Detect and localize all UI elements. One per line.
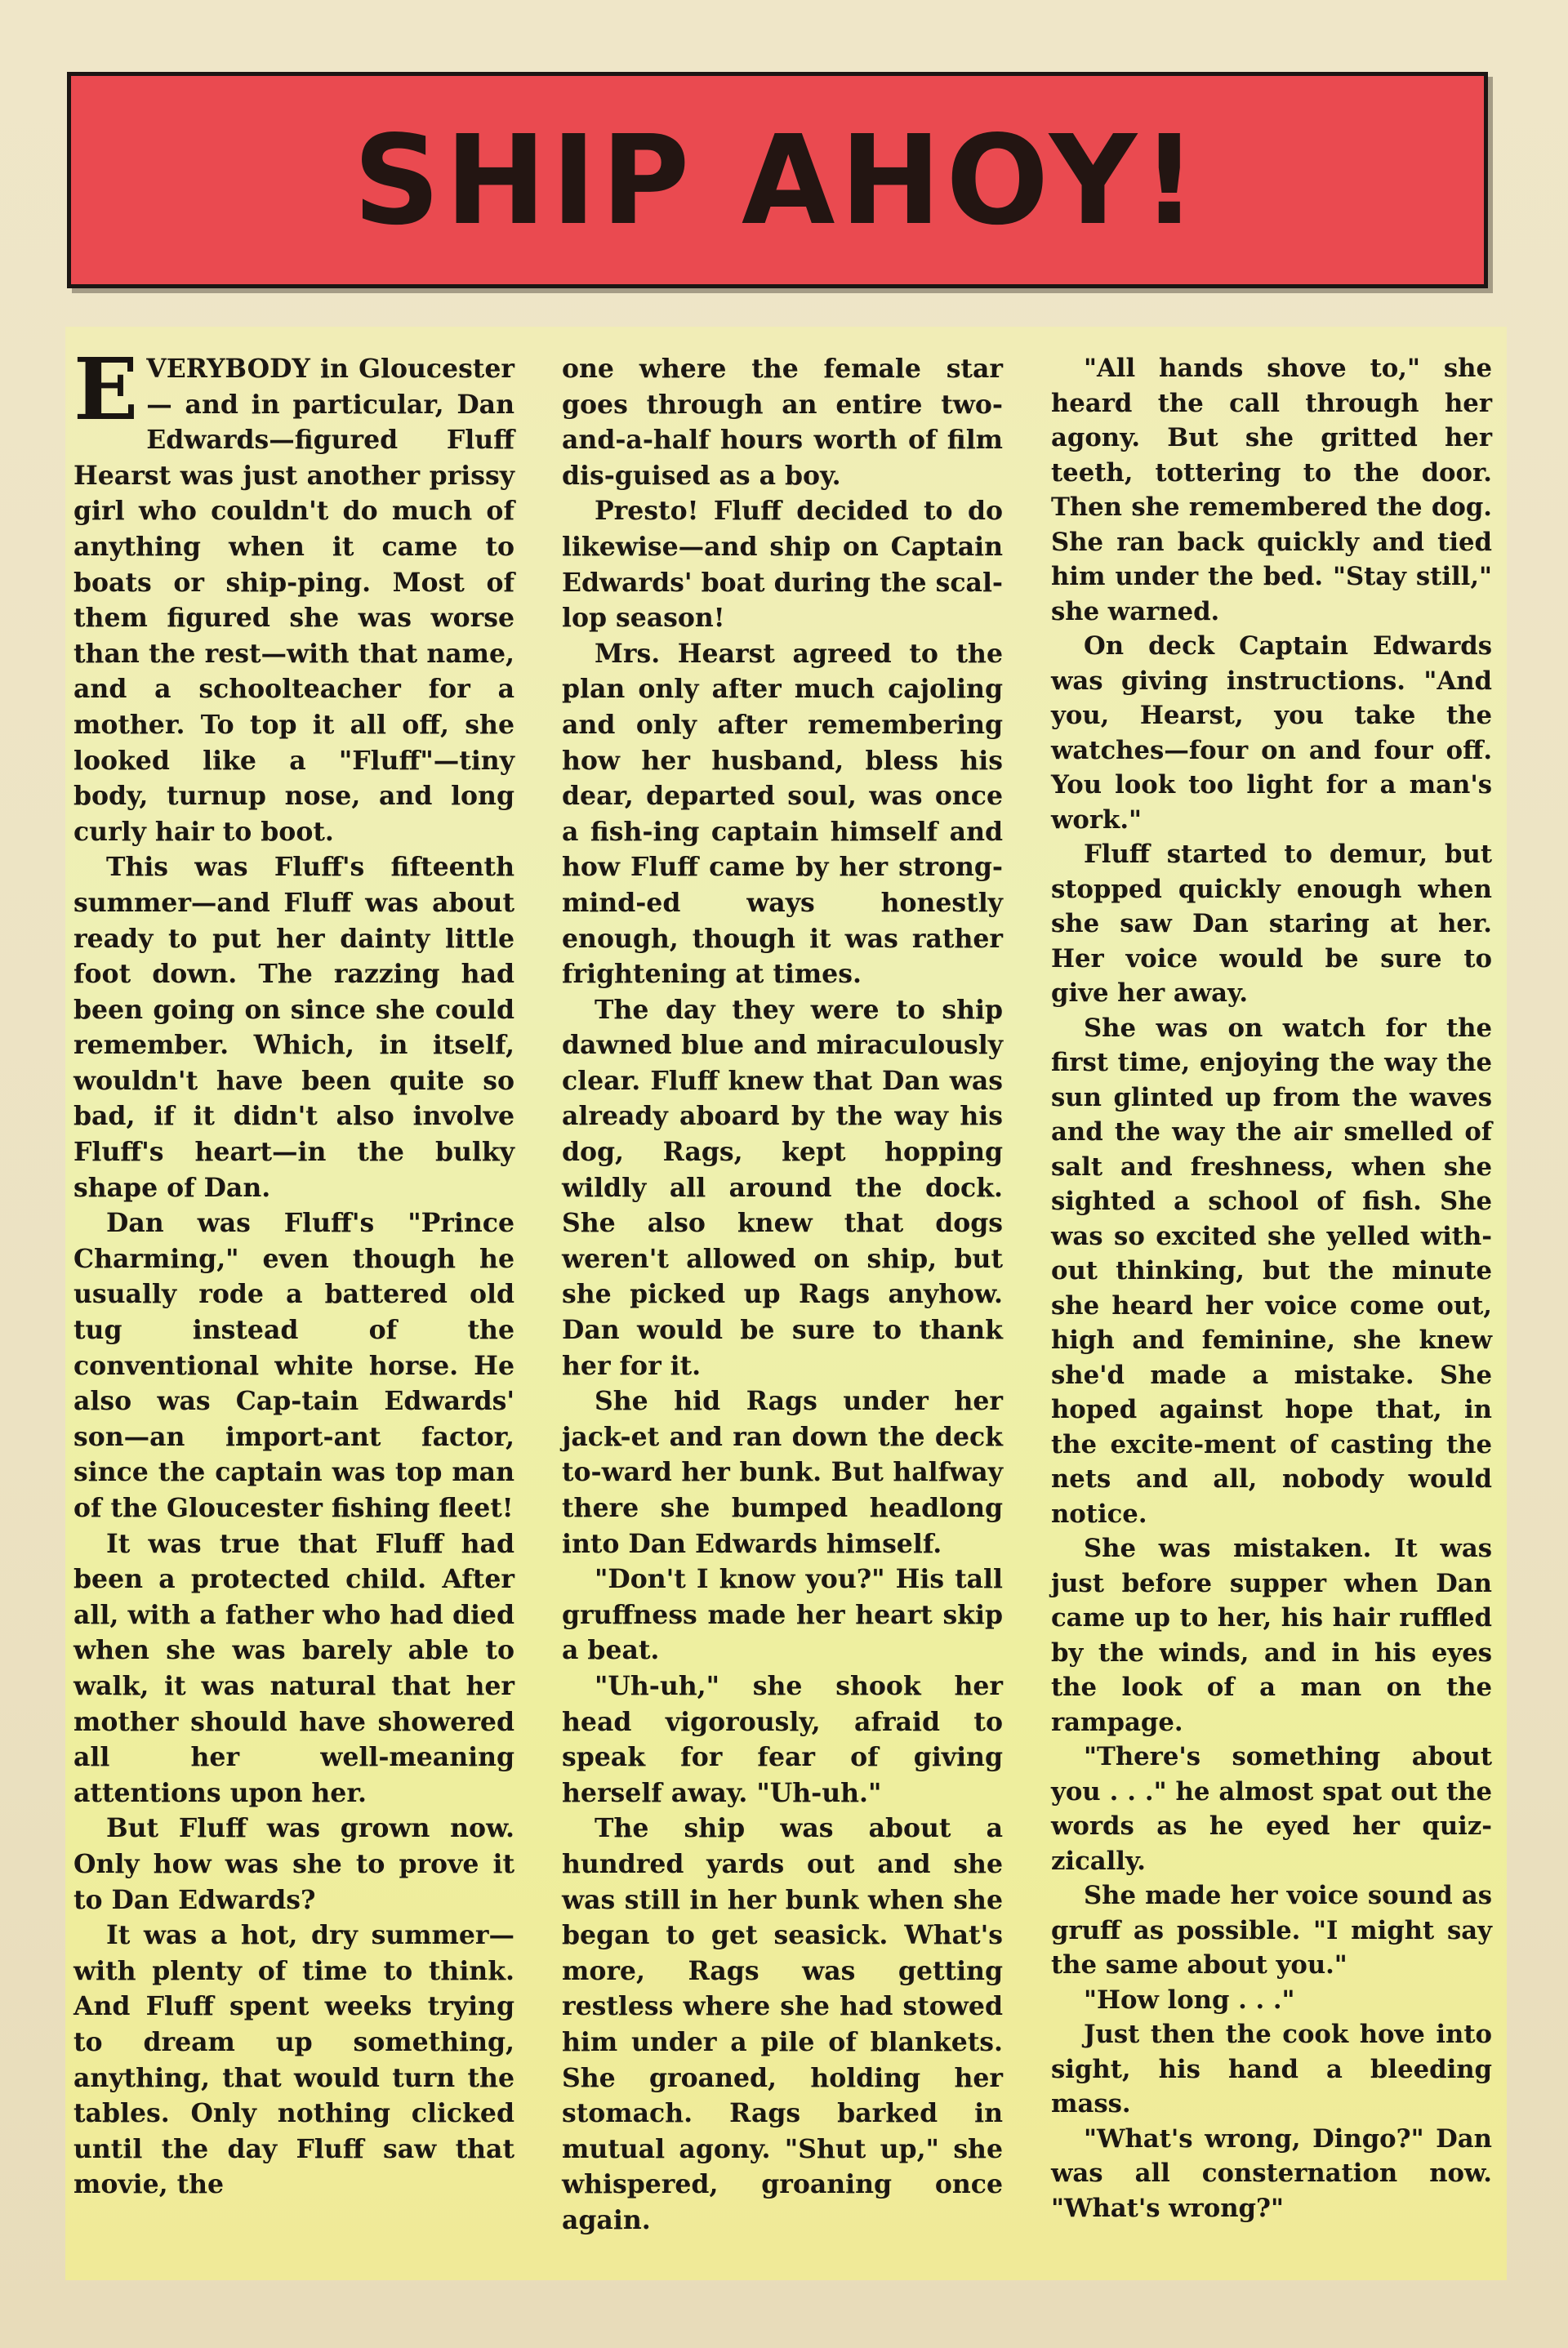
paragraph: The ship was about a hundred yards out and she was still in her bunk when she began to get seasick. What's more, Rags was getting restless where she had stowed him under a pile of blankets. She groaned, holding her stomach. Rags barked in mutual agony. "Shut up," she whispered, groaning once again. [562,1813,1003,2235]
paragraph: She was mistaken. It was just before supper when Dan came up to her, his hair ruffled by the winds, and in his eyes the look of a man on the rampage. [1051,1534,1492,1737]
paragraph: Mrs. Hearst agreed to the plan only after much cajoling and only after remembering how her husband, bless his dear, departed soul, was once a fish-ing captain himself and how Fluff came by her strong-mind-ed ways honestly enough, though it was rather frightening at times. [562,638,1003,990]
paragraph: Dan was Fluff's "Prince Charming," even though he usually rode a battered old tug instead of the conventional white horse. He also was Cap-tain Edwards' son—an import-ant factor, since the captain was top man of the Gloucester fishing fleet! [74,1208,514,1523]
text-column-2 [562,351,1003,2238]
paragraph: "What's wrong, Dingo?" Dan was all consternation now. "What's wrong?" [1051,2123,1492,2223]
drop-cap: E [74,339,139,439]
paragraph: On deck Captain Edwards was giving instructions. "And you, Hearst, you take the watches—four on and four off. You look too light for a man's work." [1051,631,1492,835]
paragraph [74,339,514,849]
paragraph: "There's something about you . . ." he almost spat out the words as he eyed her quiz-zically. [1051,1742,1492,1876]
paragraph: It was true that Fluff had been a protected child. After all, with a father who had died when she was barely able to walk, it was natural that her mother should have showered all her well-meaning attentions upon her. [74,1528,514,1808]
paragraph: She was on watch for the first time, enjoying the way the sun glinted up from the waves and the way the air smelled of salt and freshness, when she sighted a school of fish. She was so excited she yelled with-out thinking, but the minute she heard her voice come out, high and feminine, she knew she'd made a mistake. She hoped against hope that, in the excite-ment of casting the nets and all, nobody would notice. [1051,1013,1492,1529]
paragraph: one where the female star goes through an entire two-and-a-half hours worth of film dis-guised as a boy. [562,354,1003,491]
text-column-3 [1051,351,1492,2225]
title-banner [67,72,1488,288]
paragraph: She hid Rags under her jack-et and ran down the deck to-ward her bunk. But halfway there she bumped headlong into Dan Edwards himself. [562,1386,1003,1559]
paragraph: It was a hot, dry summer—with plenty of time to think. And Fluff spent weeks trying to dream up something, anything, that would turn the tables. Only nothing clicked until the day Fluff saw that movie, the [74,1920,514,2200]
paragraph: This was Fluff's fifteenth summer—and Fluff was about ready to put her dainty little foot down. The razzing had been going on since she could remember. Which, in itself, wouldn't have been quite so bad, if it didn't also involve Fluff's heart—in the bulky shape of Dan. [74,852,514,1203]
paragraph: "Uh-uh," she shook her head vigorously, afraid to speak for fear of giving herself away. "Uh-uh." [562,1670,1003,1808]
text-columns [65,339,1507,2270]
story-title: SHIP AHOY! [353,108,1202,252]
text-column-1 [74,339,514,2203]
paragraph-text: VERYBODY in Gloucester — and in particular, Dan Edwards—figured Fluff Hearst was just another prissy girl who couldn't do much of anything when it came to boats or ship-ping. Most of them figured she was worse than the rest—with that name, and a schoolteacher for a mother. To top it all off, she looked like a "Fluff"—tiny body, turnup nose, and long curly hair to boot. [74,354,514,847]
paragraph: Just then the cook hove into sight, his hand a bleeding mass. [1051,2020,1492,2119]
paragraph: Presto! Fluff decided to do likewise—and ship on Captain Edwards' boat during the scal-lop season! [562,496,1003,634]
paragraph: The day they were to ship dawned blue and miraculously clear. Fluff knew that Dan was already aboard by the way his dog, Rags, kept hopping wildly all around the dock. She also knew that dogs weren't allowed on ship, but she picked up Rags anyhow. Dan would be sure to thank her for it. [562,994,1003,1381]
paragraph: Fluff started to demur, but stopped quickly enough when she saw Dan staring at her. Her voice would be sure to give her away. [1051,840,1492,1008]
paragraph: She made her voice sound as gruff as possible. "I might say the same about you." [1051,1881,1492,1980]
paragraph: "All hands shove to," she heard the call through her agony. But she gritted her teeth, tottering to the door. Then she remembered the dog. She ran back quickly and tied him under the bed. "Stay still," she warned. [1051,354,1492,626]
paragraph: But Fluff was grown now. Only how was she to prove it to Dan Edwards? [74,1813,514,1915]
paragraph: "Don't I know you?" His tall gruffness made her heart skip a beat. [562,1564,1003,1666]
paragraph: "How long . . ." [1084,1985,1295,2015]
story-text-panel [65,327,1507,2280]
